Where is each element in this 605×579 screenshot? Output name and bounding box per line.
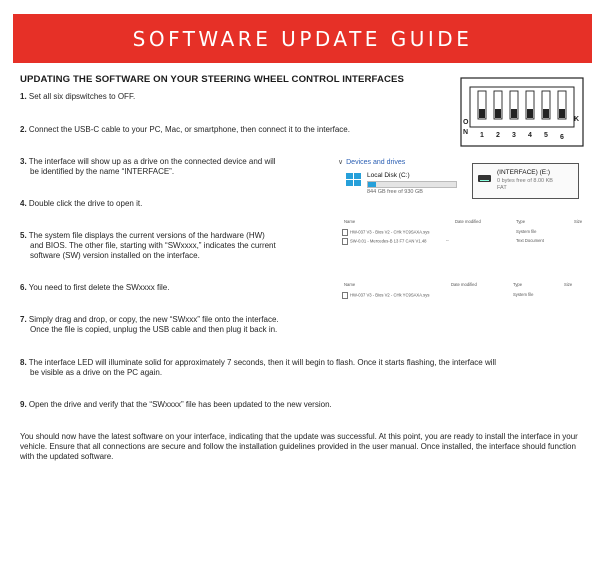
file-row[interactable] [338,229,584,236]
dipswitch-label: 5 [544,132,548,139]
devices-and-drives-panel [338,158,584,202]
step-text: The system file displays the current versions of the hardware (HW) [28,231,265,240]
step-number: 1. [20,92,27,101]
step-1 [20,92,135,102]
dipswitch-knob [511,109,517,118]
col-type-header[interactable]: Type [513,282,523,287]
step-9 [20,400,332,410]
step-number: 2. [20,125,27,134]
step-6 [20,283,169,293]
col-size-header[interactable]: Size [564,282,573,287]
file-icon [342,292,348,299]
dipswitch-label: 3 [512,132,516,139]
file-type: System file [516,229,537,234]
col-type-header[interactable]: Type [516,219,526,224]
file-list-before [338,219,584,247]
step-number: 4. [20,199,27,208]
file-date: -- [446,238,449,243]
step-text: Connect the USB-C cable to your PC, Mac, or smartphone, then connect it to the interface. [28,125,350,134]
step-number: 3. [20,157,27,166]
step-number: 5. [20,231,27,240]
step-text: Double click the drive to open it. [28,199,143,208]
dipswitch-k-label: K [574,116,580,123]
local-disk-item[interactable] [346,170,466,200]
chevron-down-icon: ∨ [338,159,344,166]
file-name: HW-037 V3 - Bios V2 - CHk YC9SAXA.sys [350,292,430,298]
step-number: 9. [20,400,27,409]
step-number: 6. [20,283,27,292]
step-text: You need to first delete the SWxxxx file. [28,283,170,292]
step-text-cont: be identified by the name “INTERFACE”. [30,167,175,176]
step-text: Set all six dipswitches to OFF. [28,92,136,101]
step-text: Open the drive and verify that the “SWxxxx” file has been updated to the new version. [28,400,332,409]
interface-drive-name: (INTERFACE) (E:) [497,169,551,176]
dipswitch-diagram [460,77,584,147]
file-name: HW-037 V3 - Bios V2 - CHk YC9SAXA.sys [350,229,430,235]
file-list-after [338,282,584,300]
interface-drive-free: 0 bytes free of 8.00 KB [497,178,553,184]
local-disk-usage-bar [367,181,457,188]
step-5 [20,231,276,261]
dipswitch-knob [479,109,485,118]
interface-drive-item[interactable] [472,163,579,199]
usb-drive-icon [478,175,491,182]
step-text-cont: Once the file is copied, unplug the USB cable and then plug it back in. [30,325,278,334]
drives-header[interactable] [338,158,405,166]
section-heading: UPDATING THE SOFTWARE ON YOUR STEERING WHEEL CONTROL INTERFACES [20,74,405,85]
dipswitch-on-label: O [463,119,469,126]
col-date-header[interactable]: Date modified [451,282,477,287]
step-text-cont: and BIOS. The other file, starting with “SWxxxx,” indicates the current [30,241,276,250]
file-row[interactable] [338,292,584,299]
file-type: Text Document [516,238,544,243]
file-type: System file [513,292,534,297]
file-icon [342,238,348,245]
dipswitch-knob [543,109,549,118]
local-disk-free: 844 GB free of 930 GB [367,189,423,195]
step-number: 7. [20,315,27,324]
dipswitch-knob [527,109,533,118]
step-8 [20,358,496,378]
dipswitch-knob [495,109,501,118]
dipswitch-knob [559,109,565,118]
interface-drive-fs: FAT [497,185,507,191]
step-4 [20,199,142,209]
file-name: SW-0.01 - Mercedes-B 13 F7 CAN V1.48 [350,238,427,244]
file-list-header [338,282,584,289]
dipswitch-label: 2 [496,132,500,139]
local-disk-usage-fill [368,182,376,187]
file-list-header [338,219,584,226]
step-text-cont: software (SW) version installed on the interface. [30,251,200,260]
conclusion-paragraph: You should now have the latest software on your interface, indicating that the update was successful. At this point, you are ready to install the interface in your vehicle. Ensure that all connections are secure and follow the installation guidelines provided in the user manual. Once installed, the interface should function with the updated software. [20,432,578,461]
windows-drive-icon [346,173,362,187]
step-text: Simply drag and drop, or copy, the new “SWxxx” file onto the interface. [28,315,279,324]
step-text: The interface will show up as a drive on the connected device and will [28,157,276,166]
step-7 [20,315,279,335]
col-size-header[interactable]: Size [574,219,583,224]
dipswitch-label: 6 [560,134,564,141]
title-banner [13,14,592,63]
dipswitch-label: 4 [528,132,532,139]
col-name-header[interactable]: Name [344,282,356,287]
file-icon [342,229,348,236]
dipswitch-label: 1 [480,132,484,139]
step-text-cont: be visible as a drive on the PC again. [30,368,163,377]
col-name-header[interactable]: Name [344,219,356,224]
file-row[interactable] [338,238,584,245]
step-3 [20,157,276,177]
step-2 [20,125,350,135]
drives-header-label: Devices and drives [346,159,406,166]
step-text: The interface LED will illuminate solid for approximately 7 seconds, then it will begin to flash. Once it starts flashing, the interface will [28,358,497,367]
col-date-header[interactable]: Date modified [455,219,481,224]
local-disk-name: Local Disk (C:) [367,172,410,179]
banner-title: SOFTWARE UPDATE GUIDE [132,26,473,51]
step-number: 8. [20,358,27,367]
dipswitch-label: N [463,129,469,136]
